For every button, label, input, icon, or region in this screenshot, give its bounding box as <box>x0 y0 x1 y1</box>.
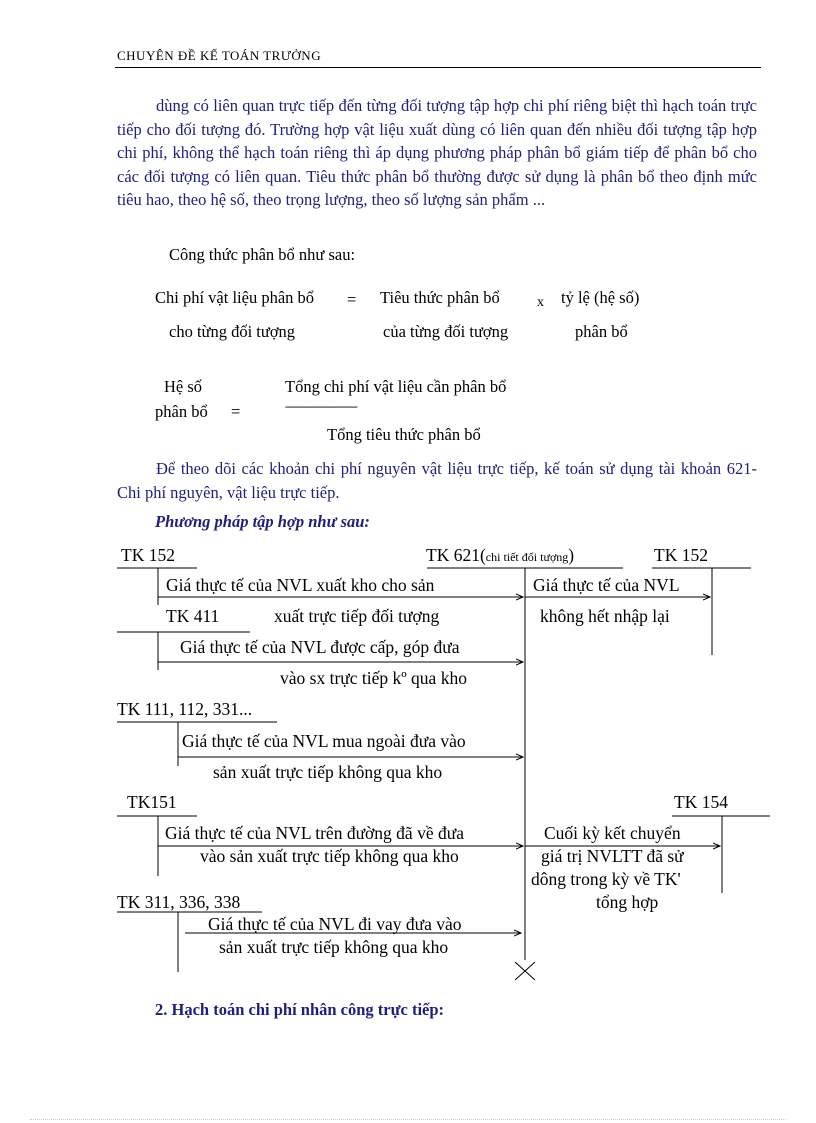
tk621-note: chi tiết đối tượng <box>485 550 569 564</box>
closing-line1: Cuối kỳ kết chuyển <box>544 823 681 843</box>
tk152-left-label: TK 152 <box>121 545 175 565</box>
page-header-title: CHUYÊN ĐỀ KẾ TOÁN TRƯỞNG <box>117 48 322 63</box>
entry4-line2: vào sản xuất trực tiếp không qua kho <box>200 846 459 866</box>
return1-line1: Giá thực tế của NVL <box>533 575 680 595</box>
entry5-line1: Giá thực tế của NVL đi vay đưa vào <box>208 914 462 934</box>
formula1-mid-line2: của từng đối tượng <box>383 322 509 341</box>
closing-line2: giá trị NVLTT đã sử <box>541 846 684 866</box>
entry2-line2: vào sx trực tiếp kº qua kho <box>280 668 467 688</box>
entry1-line1: Giá thực tế của NVL xuất kho cho sản <box>166 575 435 595</box>
tk411-label: TK 411 <box>166 606 220 626</box>
formula1-rhs-line2: phân bổ <box>575 322 628 341</box>
formula2-numerator: Tổng chi phí vật liệu cần phân bổ <box>285 377 507 396</box>
tk621-label-text: TK 621( <box>426 545 486 565</box>
tk152-right-label: TK 152 <box>654 545 708 565</box>
paragraph-account-621-text: Để theo dõi các khoản chi phí nguyên vật liệu trực tiếp, kế toán sử dụng tài khoản 621- Chi phí nguyên, vật liệu trực tiếp. <box>117 459 757 502</box>
entry3-line2: sản xuất trực tiếp không qua kho <box>213 762 443 782</box>
section2-title: 2. Hạch toán chi phí nhân công trực tiếp: <box>155 1000 445 1019</box>
tk151-label: TK151 <box>127 792 177 812</box>
tk111-label: TK 111, 112, 331... <box>117 699 253 719</box>
closing-line4: tổng hợp <box>596 892 659 912</box>
method-title: Phương pháp tập hợp như sau: <box>155 512 370 531</box>
formula2-fraction-bar: ------------------------ <box>285 399 357 413</box>
formula1-mid-line1: Tiêu thức phân bổ <box>380 288 500 307</box>
footer-divider <box>30 1119 786 1120</box>
formula2-lhs-line1: Hệ số <box>164 377 203 396</box>
formula2-denominator: Tổng tiêu thức phân bổ <box>327 425 481 444</box>
tk621-close: ) <box>568 545 575 565</box>
formula1-lhs-line2: cho từng đối tượng <box>169 322 296 341</box>
formula1-equals: = <box>347 290 357 309</box>
formula1-times: x <box>537 295 544 310</box>
entry1-line2: xuất trực tiếp đối tượng <box>274 606 440 626</box>
entry4-line1: Giá thực tế của NVL trên đường đã về đưa <box>165 823 464 843</box>
tk621-label <box>426 545 574 566</box>
entry2-line1: Giá thực tế của NVL được cấp, góp đưa <box>180 637 460 657</box>
entry3-line1: Giá thực tế của NVL mua ngoài đưa vào <box>182 731 466 751</box>
formula2-equals: = <box>231 402 241 421</box>
formula2-lhs-line2: phân bổ <box>155 402 208 421</box>
tk154-label: TK 154 <box>674 792 728 812</box>
formula1-rhs-line1: tỷ lệ (hệ số) <box>561 288 640 307</box>
closing-line3: dông trong kỳ về TK' <box>531 869 681 889</box>
return1-line2: không hết nhập lại <box>540 606 670 626</box>
paragraph-allocation-text: dùng có liên quan trực tiếp đến từng đối tượng tập hợp chi phí riêng biệt thì hạch toán trực tiếp cho đối tượng đó. Trường hợp vật liệu xuất dùng có liên quan đến nhiều đối tượng tập hợp chi phí, không thể hạch toán riêng thì áp dụng phương pháp phân bổ giám tiếp để phân bổ cho các đối tượng có liên quan. Tiêu thức phân bổ thường được sử dụng là phân bổ theo định mức tiêu hao, theo hệ số, theo trọng lượng, theo số lượng sản phẩm ... <box>117 96 757 209</box>
formula-intro: Công thức phân bổ như sau: <box>169 245 356 264</box>
formula1-lhs-line1: Chi phí vật liệu phân bổ <box>155 288 315 307</box>
tk311-label: TK 311, 336, 338 <box>117 892 241 912</box>
entry5-line2: sản xuất trực tiếp không qua kho <box>219 937 449 957</box>
